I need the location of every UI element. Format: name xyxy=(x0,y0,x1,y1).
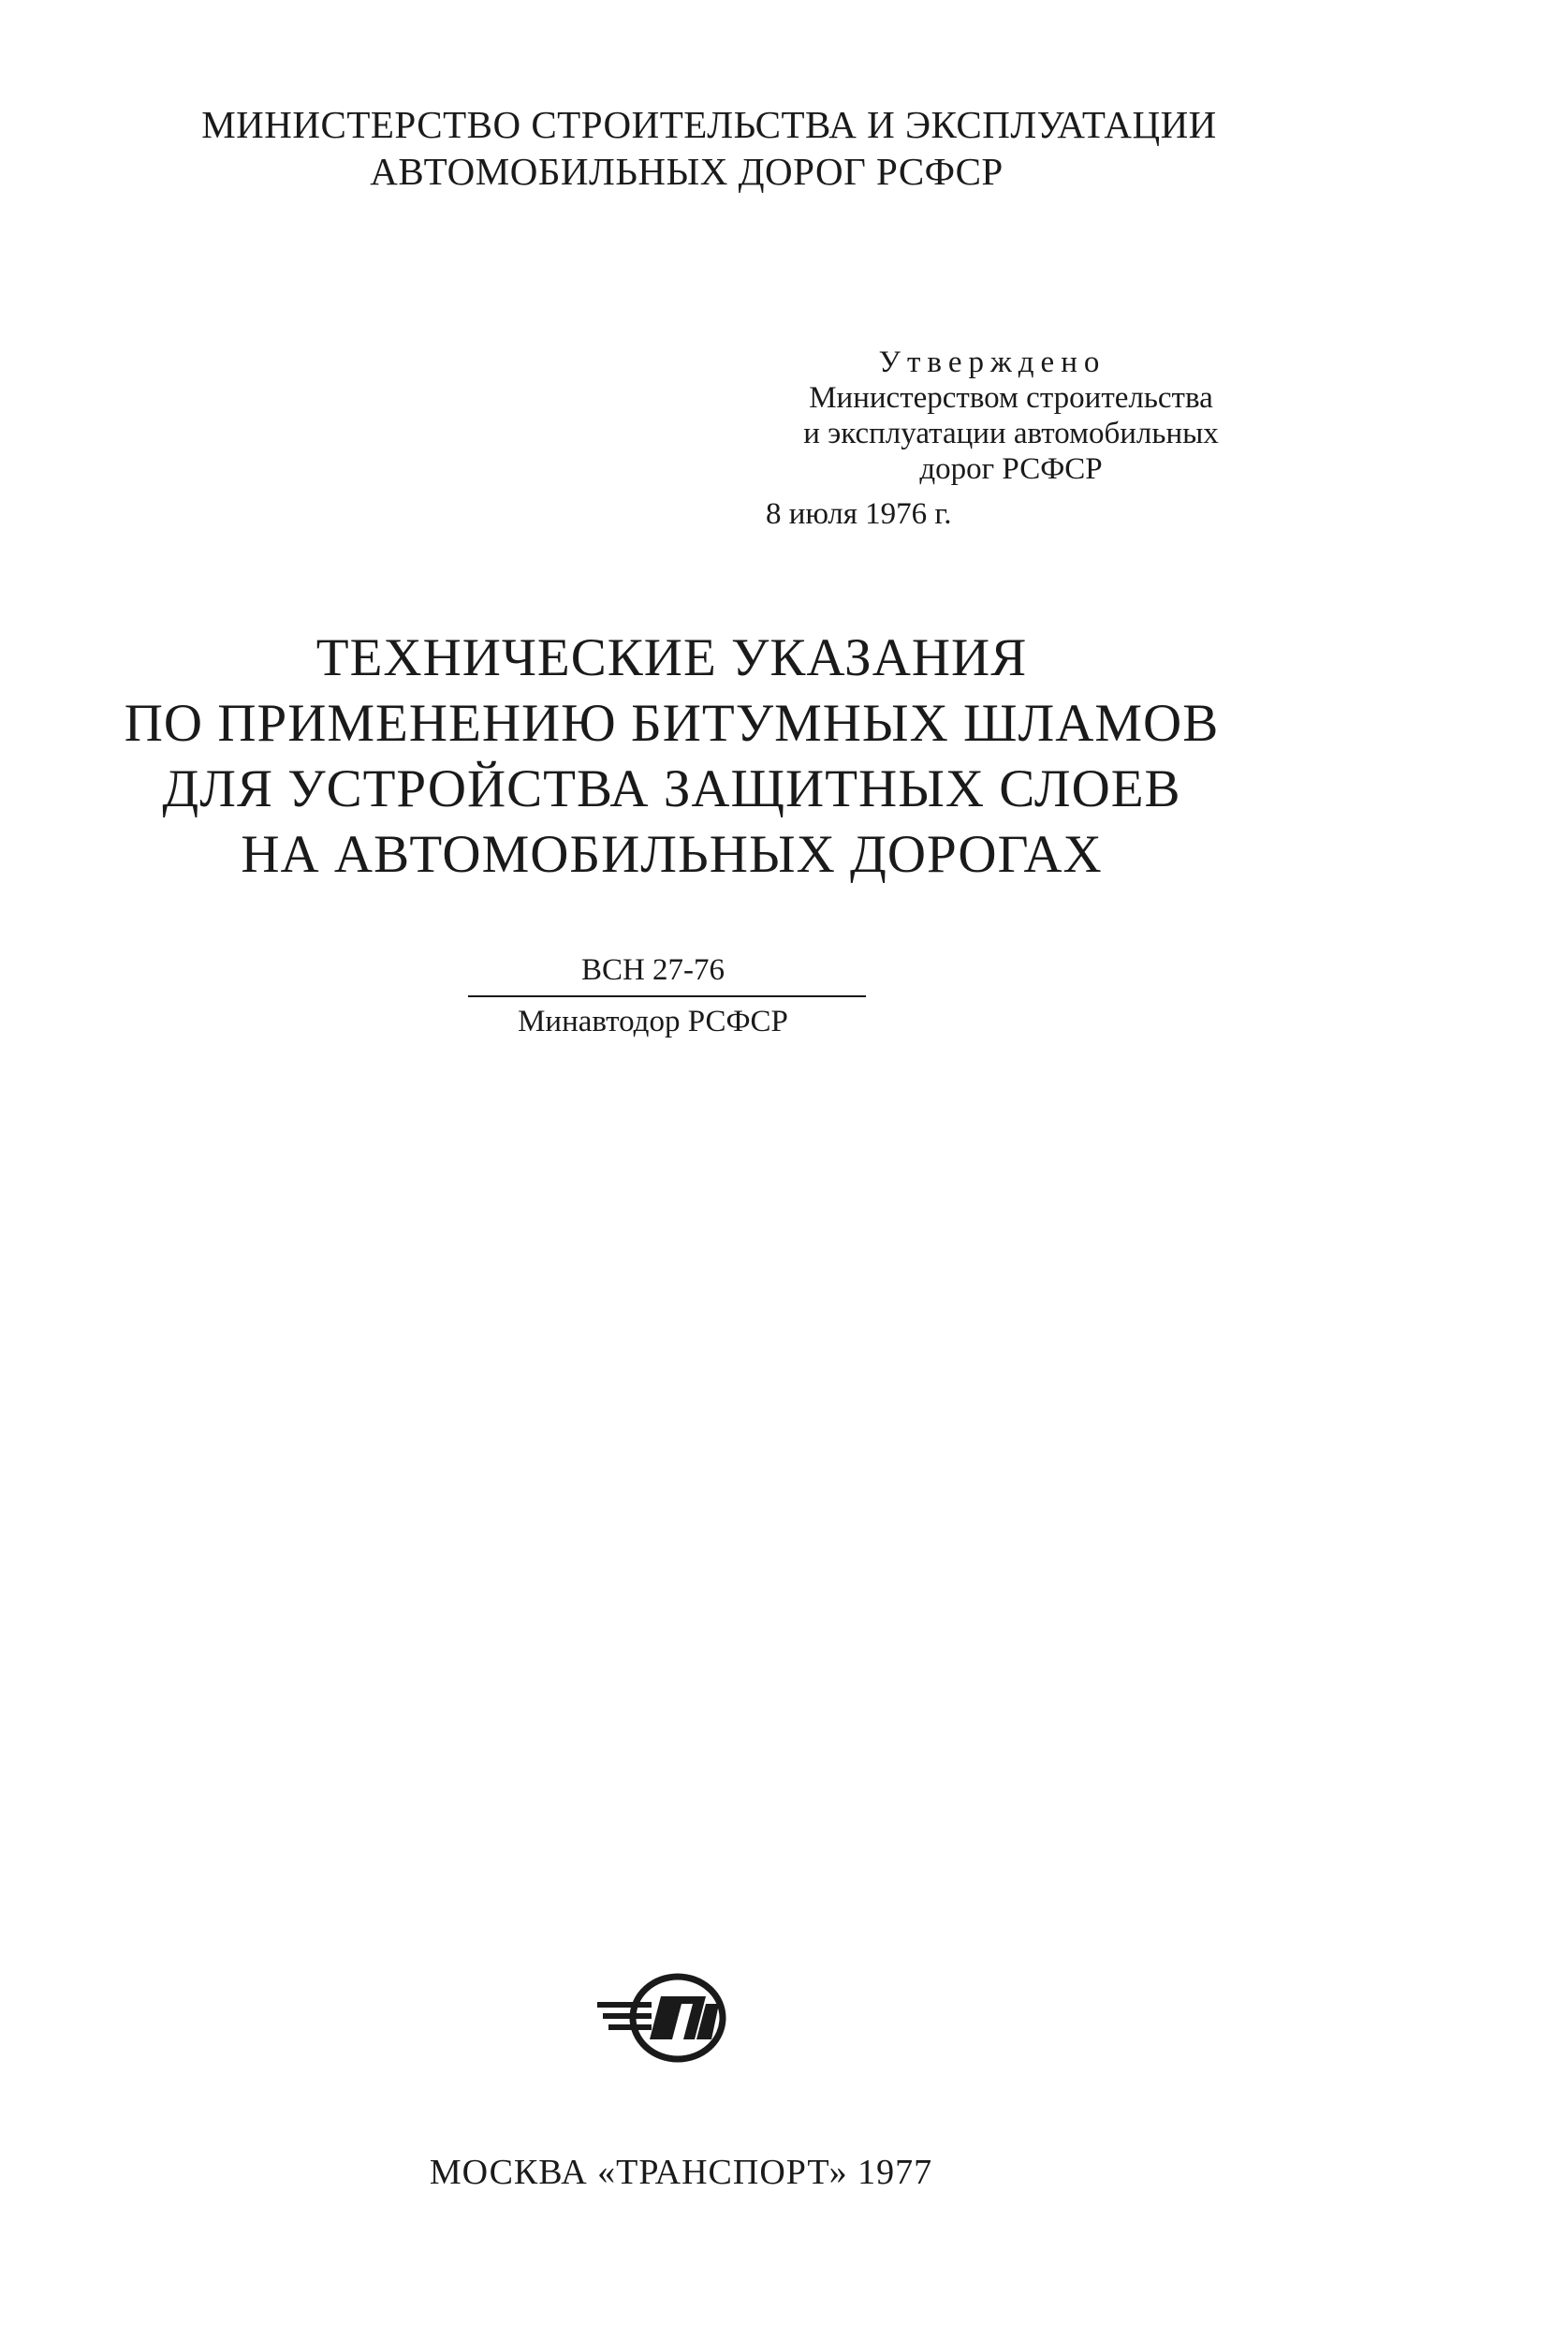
ministry-line-1: МИНИСТЕРСТВО СТРОИТЕЛЬСТВА И ЭКСПЛУАТАЦИИ xyxy=(201,103,1217,146)
title-line-4: НА АВТОМОБИЛЬНЫХ ДОРОГАХ xyxy=(241,825,1103,884)
title-line-3: ДЛЯ УСТРОЙСТВА ЗАЩИТНЫХ СЛОЕВ xyxy=(162,759,1181,818)
code-agency: Минавтодор РСФСР xyxy=(518,1005,788,1038)
ministry-header xyxy=(0,101,1568,195)
ministry-line-2: АВТОМОБИЛЬНЫХ ДОРОГ РСФСР xyxy=(370,150,1004,193)
title-line-2: ПО ПРИМЕНЕНИЮ БИТУМНЫХ ШЛАМОВ xyxy=(124,694,1220,753)
approval-word: Утверждено xyxy=(878,346,1106,379)
title-line-1: ТЕХНИЧЕСКИЕ УКАЗАНИЯ xyxy=(315,628,1028,687)
approval-line-2: и эксплуатации автомобильных xyxy=(803,417,1219,450)
approval-line-3: дорог РСФСР xyxy=(919,452,1103,486)
approval-date: 8 июля 1976 г. xyxy=(766,497,952,531)
code-number: ВСН 27-76 xyxy=(580,953,725,987)
document-title xyxy=(0,625,1568,888)
approval-block xyxy=(749,345,1273,532)
transport-publisher-logo-icon xyxy=(595,1966,736,2069)
imprint-text: МОСКВА «ТРАНСПОРТ» 1977 xyxy=(429,2153,933,2192)
publisher-imprint xyxy=(0,2152,1568,2193)
document-code xyxy=(468,953,866,1039)
approval-line-1: Министерством строительства xyxy=(809,381,1213,415)
